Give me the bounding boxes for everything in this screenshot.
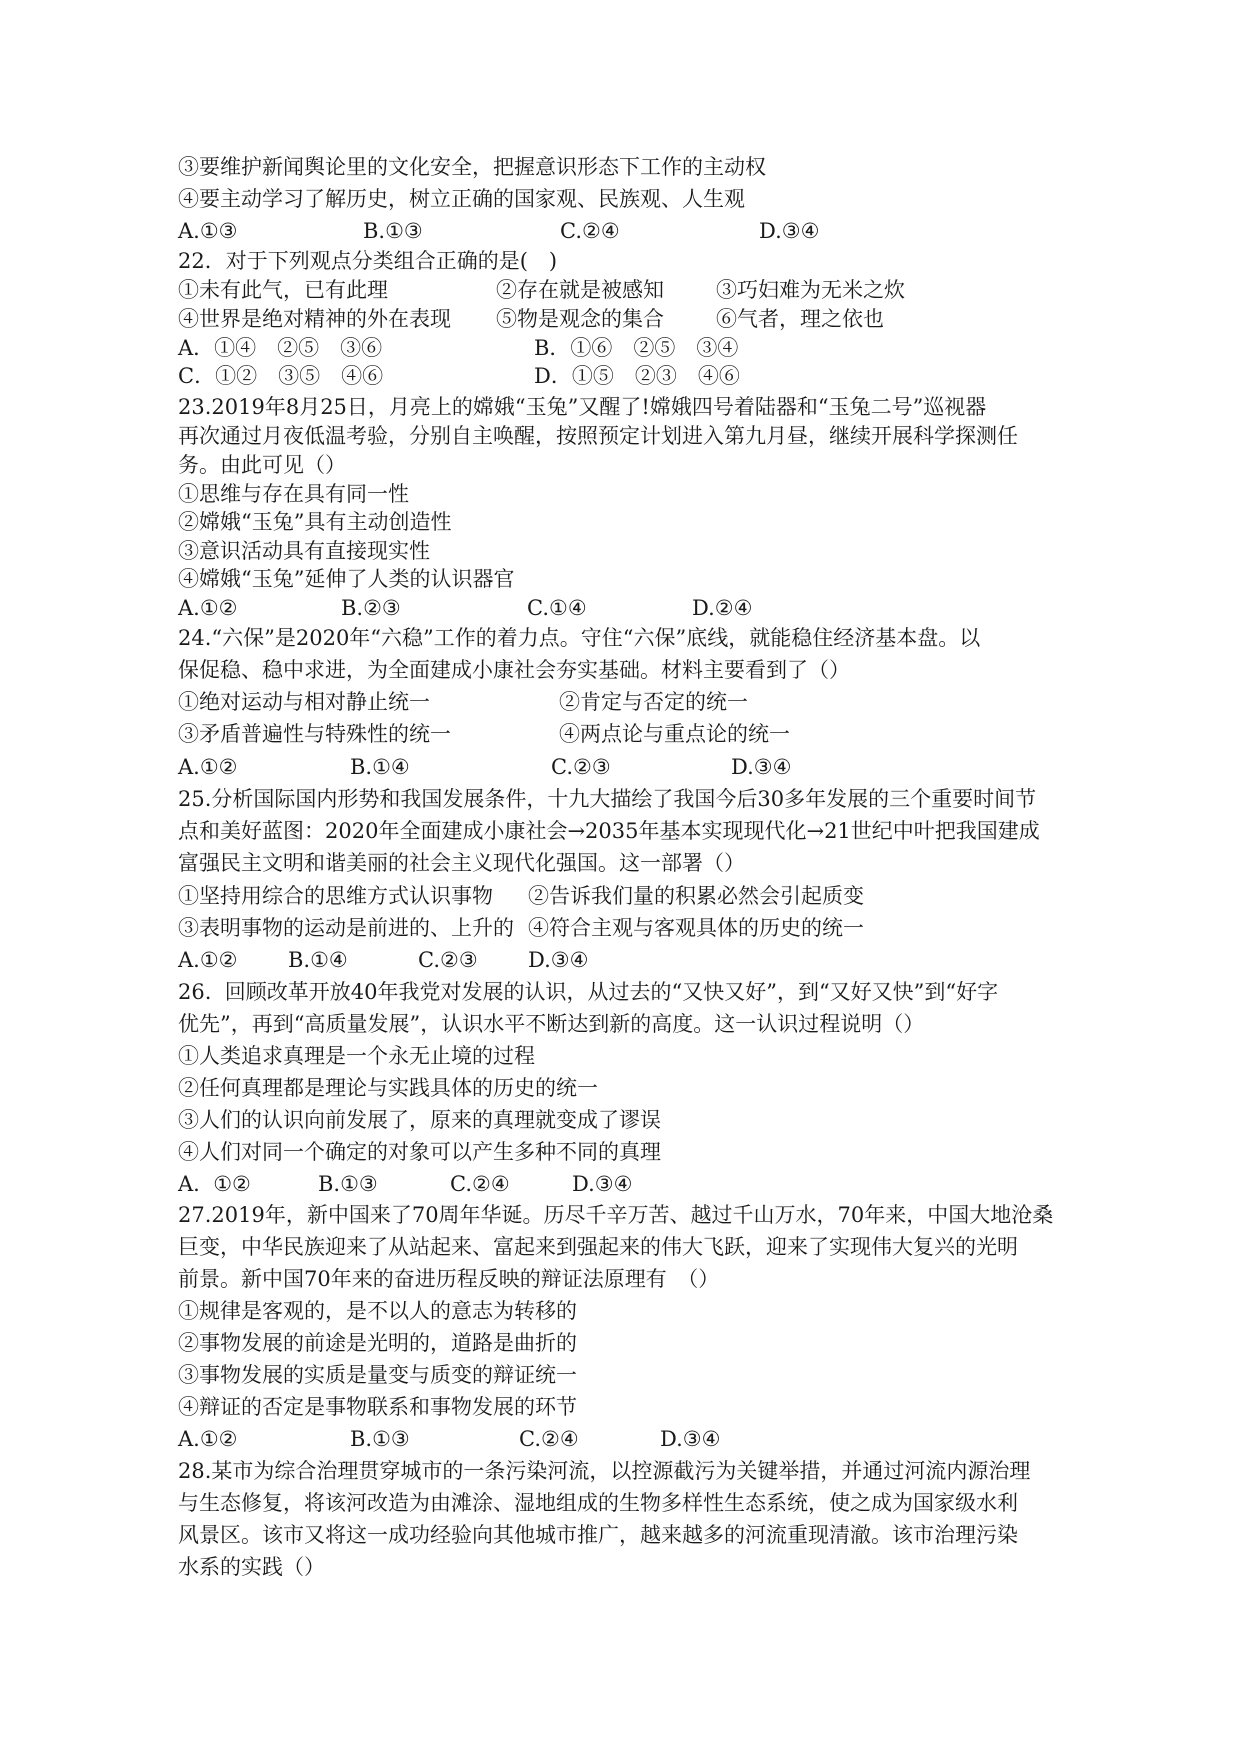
q21-item-4: ④要主动学习了解历史，树立正确的国家观、民族观、人生观 [178, 187, 745, 211]
q26-item-4: ④人们对同一个确定的对象可以产生多种不同的真理 [178, 1140, 661, 1164]
q24-option-d[interactable]: D.③④ [731, 755, 792, 779]
q24-item-4: ④两点论与重点论的统一 [559, 722, 790, 746]
q22-option-d[interactable]: D．①⑤ ②③ ④⑥ [534, 364, 740, 388]
q22-viewpoint-4: ④世界是绝对精神的外在表现 [178, 307, 451, 331]
q22-options-row-1 [178, 338, 1068, 362]
q27-item-3: ③事物发展的实质是量变与质变的辩证统一 [178, 1363, 577, 1387]
q25-stem-line-2: 点和美好蓝图：2020年全面建成小康社会→2035年基本实现现代化→21世纪中叶把我国建成 [178, 819, 1040, 843]
q24-items-row-2 [178, 724, 1068, 748]
q27-option-b[interactable]: B.①③ [350, 1427, 410, 1451]
q28-stem-line-4: 水系的实践（） [178, 1555, 325, 1579]
q22-viewpoint-5: ⑤物是观念的集合 [496, 307, 664, 331]
q27-option-d[interactable]: D.③④ [660, 1427, 721, 1451]
q27-options [178, 1429, 1068, 1453]
q23-stem-line-1: 23.2019年8月25日，月亮上的嫦娥“玉兔”又醒了!嫦娥四号着陆器和“玉兔二号”巡视器 [178, 395, 987, 419]
q24-item-3: ③矛盾普遍性与特殊性的统一 [178, 722, 451, 746]
q21-option-a[interactable]: A.①③ [178, 219, 238, 243]
q23-option-b[interactable]: B.②③ [341, 596, 401, 620]
q24-stem-line-2: 保促稳、稳中求进，为全面建成小康社会夯实基础。材料主要看到了（） [178, 658, 850, 682]
q27-stem-line-1: 27.2019年，新中国来了70周年华诞。历尽千辛万苦、越过千山万水，70年来，中国大地沧桑 [178, 1203, 1054, 1227]
q25-option-a[interactable]: A.①② [178, 948, 238, 972]
q26-options [178, 1174, 1068, 1198]
q25-option-b[interactable]: B.①④ [288, 948, 348, 972]
q24-option-c[interactable]: C.②③ [551, 755, 611, 779]
q27-item-4: ④辩证的否定是事物联系和事物发展的环节 [178, 1395, 577, 1419]
q26-stem-line-1: 26. 回顾改革开放40年我党对发展的认识，从过去的“又快又好”，到“又好又快”到“好字 [178, 980, 999, 1004]
q24-option-b[interactable]: B.①④ [350, 755, 410, 779]
q23-item-4: ④嫦娥“玉兔”延伸了人类的认识器官 [178, 567, 515, 591]
q26-item-2: ②任何真理都是理论与实践具体的历史的统一 [178, 1076, 598, 1100]
q26-option-c[interactable]: C.②④ [450, 1172, 510, 1196]
q22-viewpoint-3: ③巧妇难为无米之炊 [716, 278, 905, 302]
q25-options [178, 950, 1068, 974]
q23-stem-line-2: 再次通过月夜低温考验，分别自主唤醒，按照预定计划进入第九月昼，继续开展科学探测任 [178, 424, 1018, 448]
q23-item-3: ③意识活动具有直接现实性 [178, 539, 430, 563]
q25-option-d[interactable]: D.③④ [528, 948, 589, 972]
q22-stem: 22．对于下列观点分类组合正确的是( ) [178, 249, 558, 273]
q22-option-b[interactable]: B．①⑥ ②⑤ ③④ [534, 336, 739, 360]
q22-options-row-2 [178, 366, 1068, 390]
q26-option-a[interactable]: A. ①② [178, 1172, 251, 1196]
q22-viewpoint-1: ①未有此气，已有此理 [178, 278, 388, 302]
q25-items-row-2 [178, 918, 1068, 942]
q28-stem-line-3: 风景区。该市又将这一成功经验向其他城市推广，越来越多的河流重现清澈。该市治理污染 [178, 1523, 1018, 1547]
q28-stem-line-1: 28.某市为综合治理贯穿城市的一条污染河流，以控源截污为关键举措，并通过河流内源治理 [178, 1459, 1031, 1483]
q25-item-1: ①坚持用综合的思维方式认识事物 [178, 884, 493, 908]
q22-option-c[interactable]: C．①② ③⑤ ④⑥ [178, 364, 384, 388]
q21-option-d[interactable]: D.③④ [759, 219, 820, 243]
q22-viewpoints-row-2 [178, 309, 1068, 333]
q27-stem-line-3: 前景。新中国70年来的奋进历程反映的辩证法原理有 （） [178, 1267, 720, 1291]
q24-item-2: ②肯定与否定的统一 [559, 690, 748, 714]
q26-item-1: ①人类追求真理是一个永无止境的过程 [178, 1044, 535, 1068]
q27-option-c[interactable]: C.②④ [519, 1427, 579, 1451]
q25-item-4: ④符合主观与客观具体的历史的统一 [528, 916, 864, 940]
q21-option-c[interactable]: C.②④ [560, 219, 620, 243]
q22-viewpoint-2: ②存在就是被感知 [496, 278, 664, 302]
q21-options [178, 221, 1068, 245]
q24-stem-line-1: 24.“六保”是2020年“六稳”工作的着力点。守住“六保”底线，就能稳住经济基本盘。以 [178, 626, 981, 650]
q24-item-1: ①绝对运动与相对静止统一 [178, 690, 430, 714]
q26-option-d[interactable]: D.③④ [572, 1172, 633, 1196]
q27-stem-line-2: 巨变，中华民族迎来了从站起来、富起来到强起来的伟大飞跃，迎来了实现伟大复兴的光明 [178, 1235, 1018, 1259]
q24-option-a[interactable]: A.①② [178, 755, 238, 779]
q25-stem-line-3: 富强民主文明和谐美丽的社会主义现代化强国。这一部署（） [178, 851, 745, 875]
q22-viewpoints-row-1 [178, 280, 1068, 304]
q25-stem-line-1: 25.分析国际国内形势和我国发展条件，十九大描绘了我国今后30多年发展的三个重要时间节 [178, 787, 1037, 811]
q25-item-2: ②告诉我们量的积累必然会引起质变 [528, 884, 864, 908]
q26-stem-line-2: 优先”，再到“高质量发展”，认识水平不断达到新的高度。这一认识过程说明（） [178, 1012, 925, 1036]
q25-item-3: ③表明事物的运动是前进的、上升的 [178, 916, 514, 940]
q28-stem-line-2: 与生态修复，将该河改造为由滩涂、湿地组成的生物多样性生态系统，使之成为国家级水利 [178, 1491, 1018, 1515]
q25-option-c[interactable]: C.②③ [418, 948, 478, 972]
q23-option-d[interactable]: D.②④ [692, 596, 753, 620]
q23-option-c[interactable]: C.①④ [527, 596, 587, 620]
q27-option-a[interactable]: A.①② [178, 1427, 238, 1451]
q23-option-a[interactable]: A.①② [178, 596, 238, 620]
q23-item-1: ①思维与存在具有同一性 [178, 482, 409, 506]
q24-options [178, 757, 1068, 781]
q21-item-3: ③要维护新闻舆论里的文化安全，把握意识形态下工作的主动权 [178, 155, 766, 179]
q26-option-b[interactable]: B.①③ [318, 1172, 378, 1196]
q25-items-row-1 [178, 886, 1068, 910]
q23-options [178, 598, 1068, 622]
q27-item-2: ②事物发展的前途是光明的，道路是曲折的 [178, 1331, 577, 1355]
q23-item-2: ②嫦娥“玉兔”具有主动创造性 [178, 510, 452, 534]
q22-viewpoint-6: ⑥气者，理之依也 [716, 307, 884, 331]
q22-option-a[interactable]: A．①④ ②⑤ ③⑥ [178, 336, 383, 360]
q23-stem-line-3: 务。由此可见（） [178, 453, 346, 477]
q27-item-1: ①规律是客观的，是不以人的意志为转移的 [178, 1299, 577, 1323]
q21-option-b[interactable]: B.①③ [363, 219, 423, 243]
q24-items-row-1 [178, 692, 1068, 716]
q26-item-3: ③人们的认识向前发展了，原来的真理就变成了谬误 [178, 1108, 661, 1132]
